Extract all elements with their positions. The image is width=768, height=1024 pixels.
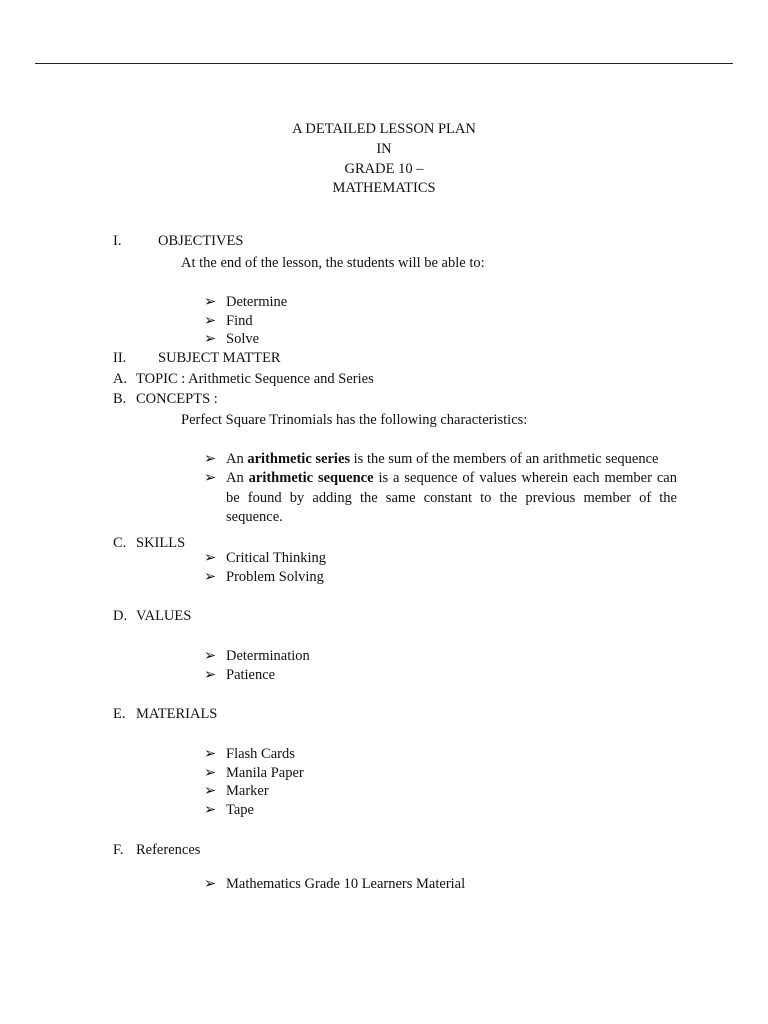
topic-letter: A. <box>113 371 128 387</box>
list-item: ➢ Problem Solving <box>204 569 324 585</box>
list-item: ➢ Critical Thinking <box>204 550 327 566</box>
bullet-arrow-icon: ➢ <box>204 294 217 310</box>
list-item: ➢ Find <box>204 313 253 329</box>
concepts-letter: B. <box>113 391 127 407</box>
list-item: ➢ Marker <box>204 783 269 799</box>
list-item: ➢ Determination <box>204 648 310 664</box>
skills-letter: C. <box>113 535 127 551</box>
subject-matter-heading: SUBJECT MATTER <box>158 350 281 366</box>
objectives-intro: At the end of the lesson, the students will be able to: <box>181 255 485 271</box>
materials-heading: MATERIALS <box>136 706 218 722</box>
objectives-number: I. <box>113 233 122 249</box>
references-letter: F. <box>113 842 124 858</box>
concept-item-sequence: An arithmetic sequence is a sequence of values wherein each member can be found by adding the same constant to the previous member of the sequence. <box>226 470 677 525</box>
list-item: ➢ Mathematics Grade 10 Learners Material <box>204 876 466 892</box>
concepts-intro: Perfect Square Trinomials has the following characteristics: <box>181 412 528 428</box>
bullet-arrow-icon: ➢ <box>204 331 217 347</box>
list-item: ➢ Solve <box>204 331 260 347</box>
bullet-arrow-icon: ➢ <box>204 783 217 799</box>
title-line-1: A DETAILED LESSON PLAN <box>292 121 476 137</box>
skills-heading: SKILLS <box>136 535 186 551</box>
topic-text: TOPIC : Arithmetic Sequence and Series <box>136 371 374 387</box>
list-item: ➢ Tape <box>204 802 254 818</box>
bullet-arrow-icon: ➢ <box>204 876 217 892</box>
list-item: ➢ Flash Cards <box>204 746 295 762</box>
list-item: ➢ Manila Paper <box>204 765 304 781</box>
bullet-arrow-icon: ➢ <box>204 451 217 467</box>
bullet-arrow-icon: ➢ <box>204 569 217 585</box>
bullet-arrow-icon: ➢ <box>204 746 217 762</box>
materials-letter: E. <box>113 706 126 722</box>
bullet-arrow-icon: ➢ <box>204 667 217 683</box>
bullet-arrow-icon: ➢ <box>204 550 217 566</box>
subject-matter-number: II. <box>113 350 127 366</box>
concepts-heading: CONCEPTS : <box>136 391 218 407</box>
bullet-arrow-icon: ➢ <box>204 313 217 329</box>
objectives-heading: OBJECTIVES <box>158 233 244 249</box>
references-heading: References <box>136 842 201 858</box>
title-line-3: GRADE 10 – <box>344 161 424 177</box>
bullet-arrow-icon: ➢ <box>204 470 217 486</box>
bullet-arrow-icon: ➢ <box>204 765 217 781</box>
values-letter: D. <box>113 608 128 624</box>
bullet-arrow-icon: ➢ <box>204 648 217 664</box>
title-line-4: MATHEMATICS <box>332 180 436 196</box>
concept-item-series: An arithmetic series is the sum of the members of an arithmetic sequence <box>226 451 659 467</box>
bullet-arrow-icon: ➢ <box>204 802 217 818</box>
title-line-2: IN <box>376 141 392 157</box>
header-rule <box>35 63 733 64</box>
list-item: ➢ Determine <box>204 294 288 310</box>
list-item: ➢ Patience <box>204 667 276 683</box>
values-heading: VALUES <box>136 608 192 624</box>
